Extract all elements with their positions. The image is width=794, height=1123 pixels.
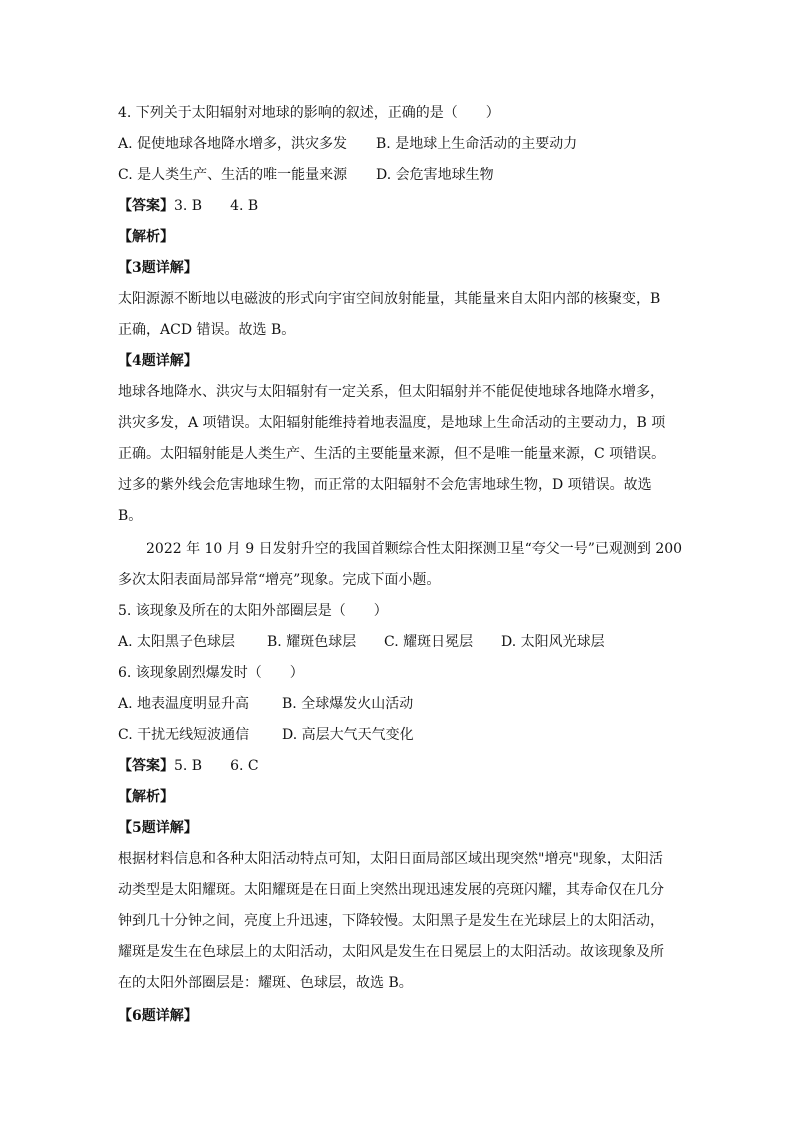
q3-detail-line-1: 太阳源源不断地以电磁波的形式向宇宙空间放射能量，其能量来自太阳内部的核聚变，B [118,291,661,307]
question-4-option-c: C. 是人类生产、生活的唯一能量来源 [118,167,348,183]
answer-line-1 [118,196,678,216]
question-6-option-b: B. 全球爆发火山活动 [282,696,414,712]
answer-label: 【答案】 [118,198,174,214]
q5-detail-line-3: 钟到几十分钟之间，亮度上升迅速，下降较慢。太阳黑子是发生在光球层上的太阳活动， [118,913,664,929]
answer-line-2 [118,756,678,776]
q4-detail-line-4: 过多的紫外线会危害地球生物，而正常的太阳辐射不会危害地球生物，D 项错误。故选 [118,477,652,493]
question-6-option-c: C. 干扰无线短波通信 [118,727,250,743]
question-5-stem: 5. 该现象及所在的太阳外部圈层是（ ） [118,603,388,619]
material-line-2: 多次太阳表面局部异常“增亮”现象。完成下面小题。 [118,572,441,588]
q5-detail-line-5: 在的太阳外部圈层是：耀斑、色球层，故选 B。 [118,975,413,991]
question-4-option-b: B. 是地球上生命活动的主要动力 [376,136,578,152]
answer-3: 3. B [174,198,203,214]
question-6-option-a: A. 地表温度明显升高 [118,696,250,712]
q5-detail-line-2: 动类型是太阳耀斑。太阳耀斑是在日面上突然出现迅速发展的亮斑闪耀，其寿命仅在几分 [118,882,664,898]
question-5-option-c: C. 耀斑日冕层 [384,634,474,650]
question-4-stem: 4. 下列关于太阳辐射对地球的影响的叙述，正确的是（ ） [118,105,500,121]
q4-detail-line-1: 地球各地降水、洪灾与太阳辐射有一定关系，但太阳辐射并不能促使地球各地降水增多， [118,384,664,400]
q5-detail-line-1: 根据材料信息和各种太阳活动特点可知，太阳日面局部区域出现突然"增亮"现象，太阳活 [118,851,663,867]
question-6-option-d: D. 高层大气天气变化 [282,727,414,743]
q5-detail-line-4: 耀斑是发生在色球层上的太阳活动，太阳风是发生在日冕层上的太阳活动。故该现象及所 [118,944,664,960]
answer-4: 4. B [230,198,259,214]
analysis-label-2: 【解析】 [118,789,174,805]
question-5-option-b: B. 耀斑色球层 [267,634,357,650]
question-5-option-a: A. 太阳黑子色球层 [118,634,236,650]
question-5-option-d: D. 太阳风光球层 [501,634,605,650]
question-4-option-d: D. 会危害地球生物 [376,167,494,183]
question-4-option-a: A. 促使地球各地降水增多，洪灾多发 [118,136,348,152]
q6-detail-title: 【6题详解】 [118,1008,198,1024]
q4-detail-title: 【4题详解】 [118,353,198,369]
answer-label: 【答案】 [118,758,174,774]
q4-detail-line-3: 正确。太阳辐射能是人类生产、生活的主要能量来源，但不是唯一能量来源，C 项错误。 [118,446,666,462]
q4-detail-line-5: B。 [118,508,143,524]
question-6-stem: 6. 该现象剧烈爆发时（ ） [118,665,304,681]
answer-6: 6. C [230,758,259,774]
material-line-1: 2022 年 10 月 9 日发射升空的我国首颗综合性太阳探测卫星“夸父一号”已观测到 200 [146,541,683,557]
analysis-label-1: 【解析】 [118,229,174,245]
q5-detail-title: 【5题详解】 [118,820,198,836]
q3-detail-line-2: 正确，ACD 错误。故选 B。 [118,322,296,338]
q4-detail-line-2: 洪灾多发，A 项错误。太阳辐射能维持着地表温度，是地球上生命活动的主要动力，B 项 [118,415,666,431]
q3-detail-title: 【3题详解】 [118,260,198,276]
answer-5: 5. B [174,758,203,774]
